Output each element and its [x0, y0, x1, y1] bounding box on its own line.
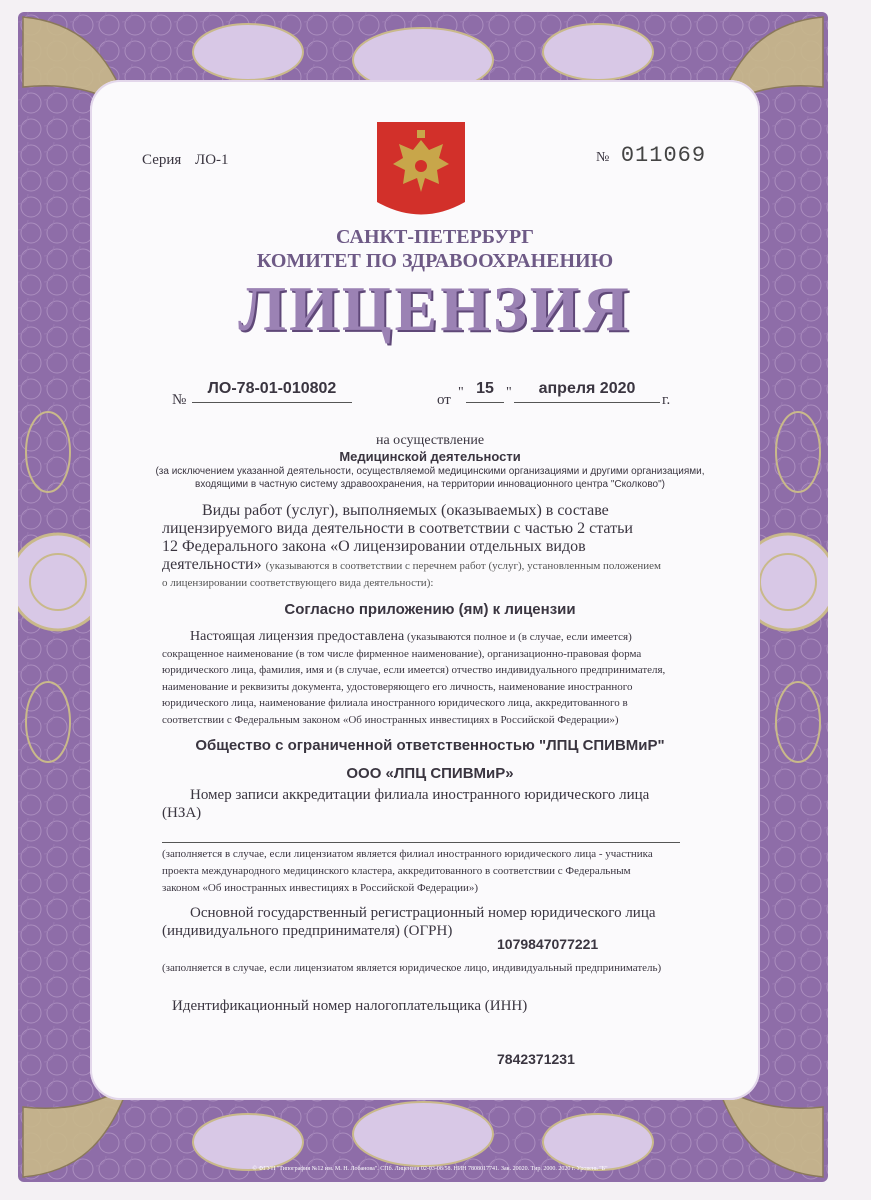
nza-hint3: законом «Об иностранных инвестициях в Российской Федерации») — [162, 882, 479, 894]
year-suffix: г. — [662, 392, 671, 408]
licensee-full-name: Общество с ограниченной ответственностью "ЛПЦ СПИВМиР" — [195, 737, 665, 754]
nza-value-line — [162, 842, 680, 843]
works-hint2: о лицензировании соответствующего вида деятельности): — [162, 577, 434, 589]
issuer-city: САНКТ-ПЕТЕРБУРГ — [336, 226, 534, 248]
ogrn-label-line2: (индивидуального предпринимателя) (ОГРН) — [162, 923, 453, 939]
printer-imprint: © ФГУП "Типография №12 им. М. Н. Лобанова". СПб. Лицензия 02-03-08/58. НИН 7808017741. Зак. 20020. Тир. 2000. 2020 г. Уровень "Б" — [252, 1166, 608, 1172]
license-from-label: от — [437, 392, 451, 408]
works-line3: 12 Федерального закона «О лицензировании отдельных видов — [162, 538, 586, 555]
activity-intro: на осуществление — [375, 433, 485, 448]
form-number-sign: № — [596, 150, 610, 165]
ogrn-hint: (заполняется в случае, если лицензиатом является юридическое лицо, индивидуальный предприниматель) — [162, 962, 662, 974]
licensee-hint5: юридического лица, наименование филиала иностранного юридического лица, аккредитованного в — [162, 697, 628, 709]
works-line2: лицензируемого вида деятельности в соответствии с частью 2 статьи — [162, 520, 633, 537]
licensee-hint1: (указываются полное и (в случае, если имеется) — [407, 631, 632, 643]
nza-hint — [162, 846, 702, 897]
issuer-authority: КОМИТЕТ ПО ЗДРАВООХРАНЕНИЮ — [256, 250, 614, 272]
activity-note-line2: входящими в частную систему здравоохранения, на территории инновационного центра "Сколково") — [195, 479, 665, 490]
license-number: ЛО-78-01-010802 — [192, 380, 352, 403]
nza-label — [162, 786, 702, 822]
licensee-block — [162, 629, 702, 728]
quote-close: " — [506, 385, 512, 400]
document-title: ЛИЦЕНЗИЯ — [238, 273, 632, 344]
form-number-block — [596, 143, 706, 168]
nza-label-line1: Номер записи аккредитации филиала иностранного юридического лица — [190, 787, 650, 803]
nza-label-line2: (НЗА) — [162, 805, 202, 821]
series-value: ЛО-1 — [195, 152, 229, 168]
works-value: Согласно приложению (ям) к лицензии — [284, 601, 576, 618]
ogrn-label-line1: Основной государственный регистрационный номер юридического лица — [190, 905, 656, 921]
inn-value: 7842371231 — [497, 1051, 575, 1067]
ogrn-label — [162, 904, 702, 940]
works-line1: Виды работ (услуг), выполняемых (оказываемых) в составе — [202, 502, 609, 519]
issuer-block — [200, 225, 670, 273]
licensee-hint4: наименование и реквизиты документа, удостоверяющего его личность, наименование иностранного — [162, 680, 633, 693]
activity-name: Медицинской деятельности — [339, 449, 521, 464]
quote-open: " — [458, 385, 464, 400]
license-day: 15 — [466, 380, 504, 403]
licensee-hint3: юридического лица, фамилия, имя и (в случае, если имеется) отчество индивидуального предпринимателя, — [162, 664, 666, 676]
license-month-year: апреля 2020 — [514, 380, 660, 403]
inn-label: Идентификационный номер налогоплательщика (ИНН) — [172, 998, 528, 1014]
activity-note — [100, 465, 760, 491]
nza-hint2: проекта международного медицинского кластера, аккредитованного в соответствии с Федеральным — [162, 865, 631, 877]
works-block — [162, 502, 702, 591]
nza-hint1: (заполняется в случае, если лицензиатом является филиал иностранного юридического лица - участника — [162, 848, 653, 860]
licensee-short-name: ООО «ЛПЦ СПИВМиР» — [346, 765, 514, 782]
ogrn-value: 1079847077221 — [497, 936, 599, 952]
licensee-hint2: сокращенное наименование (в том числе фирменное наименование), организационно-правовая форма — [162, 647, 642, 660]
licensee-hint6: соответствии с Федеральным законом «Об иностранных инвестициях в Российской Федерации») — [162, 713, 619, 726]
license-number-sign: № — [172, 392, 187, 408]
activity-note-line1: (за исключением указанной деятельности, осуществляемой медицинскими организациями и другими организациями, — [155, 466, 705, 477]
series-label: Серия — [142, 152, 182, 168]
licensee-intro: Настоящая лицензия предоставлена — [190, 629, 405, 644]
works-line4: деятельности» — [162, 556, 262, 573]
coat-of-arms — [377, 122, 465, 222]
series-row — [142, 152, 229, 169]
form-number: 011069 — [620, 143, 707, 168]
works-hint1: (указываются в соответствии с перечнем работ (услуг), установленным положением — [265, 560, 661, 572]
